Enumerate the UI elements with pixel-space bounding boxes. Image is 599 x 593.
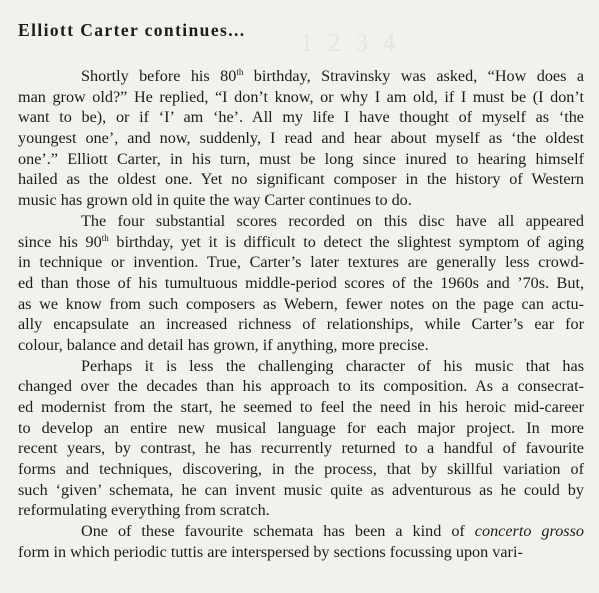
- show-through-text: 1 2 3 4: [300, 28, 400, 57]
- text-run: changed over the decades than his approach to its composition. As a consecrat-: [18, 377, 584, 396]
- text-line: [18, 335, 584, 356]
- page-title: Elliott Carter continues...: [18, 20, 246, 40]
- text-run: form in which periodic tuttis are interspersed by sections focussing upon vari-: [18, 542, 523, 561]
- text-run: one’.” Elliott Carter, in his turn, must be long since inured to hearing himself: [18, 149, 584, 168]
- text-line: [18, 211, 584, 232]
- text-run: in technique or invention. True, Carter’s later textures are generally less crowd-: [18, 253, 584, 272]
- text-line: [18, 87, 584, 108]
- text-run: want to be), or if ‘I’ am ‘he’. All my life I have thought of myself as ‘the: [18, 108, 584, 127]
- text-run: since his 90: [18, 232, 102, 251]
- text-run: recent years, by contrast, he has recurrently returned to a handful of favourite: [18, 439, 584, 458]
- text-run: forms and techniques, discovering, in the process, that by skillful variation of: [18, 460, 584, 479]
- text-line: [18, 128, 584, 149]
- text-line: [18, 107, 584, 128]
- text-run: as we know from such composers as Webern, fewer notes on the page can actu-: [18, 294, 584, 313]
- text-line: [18, 190, 584, 211]
- text-line: [18, 480, 584, 501]
- ordinal-suffix: th: [101, 232, 109, 243]
- text-run: music has grown old in quite the way Carter continues to do.: [18, 191, 412, 210]
- text-line: [18, 418, 584, 439]
- text-line: [18, 521, 584, 542]
- text-run: Perhaps it is less the challenging character of his music that has: [81, 356, 584, 375]
- text-line: [18, 273, 584, 294]
- text-run: ed than those of his tumultuous middle-period scores of the 1960s and ’70s. But,: [18, 273, 584, 292]
- italic-term: concerto grosso: [474, 522, 584, 541]
- text-run: birthday, yet it is difficult to detect the slightest symptom of aging: [108, 232, 584, 251]
- text-run: ally encapsulate an increased richness of relationships, while Carter’s ear for: [18, 315, 584, 334]
- body-text: [18, 66, 584, 563]
- text-line: [18, 232, 584, 253]
- text-run: colour, balance and detail has grown, if anything, more precise.: [18, 335, 429, 354]
- text-run: to develop an entire new musical language for each major project. In more: [18, 418, 584, 437]
- text-run: hailed as the oldest one. Yet no significant composer in the history of Western: [18, 170, 584, 189]
- text-line: [18, 66, 584, 87]
- text-line: [18, 376, 584, 397]
- text-run: such ‘given’ schemata, he can invent music quite as adventurous as he could by: [18, 480, 584, 499]
- text-run: The four substantial scores recorded on this disc have all appeared: [81, 211, 584, 230]
- text-line: [18, 356, 584, 377]
- ordinal-suffix: th: [236, 67, 244, 77]
- text-run: man grow old?” He replied, “I don’t know, or why I am old, if I must be (I don’t: [18, 87, 584, 106]
- text-line: [18, 438, 584, 459]
- text-line: [18, 314, 584, 335]
- text-run: One of these favourite schemata has been a kind of: [81, 522, 475, 541]
- text-line: [18, 294, 584, 315]
- text-line: [18, 169, 584, 190]
- text-run: youngest one’, and now, suddenly, I read and hear about myself as ‘the oldest: [18, 129, 584, 148]
- text-line: [18, 397, 584, 418]
- text-line: [18, 252, 584, 273]
- text-line: [18, 149, 584, 170]
- text-line: [18, 459, 584, 480]
- text-line: [18, 542, 584, 563]
- text-run: ed modernist from the start, he seemed to feel the need in his heroic mid-career: [18, 398, 584, 416]
- text-line: [18, 500, 584, 521]
- text-run: Shortly before his 80: [81, 67, 237, 85]
- text-run: birthday, Stravinsky was asked, “How does a: [243, 67, 584, 85]
- text-run: reformulating everything from scratch.: [18, 501, 270, 520]
